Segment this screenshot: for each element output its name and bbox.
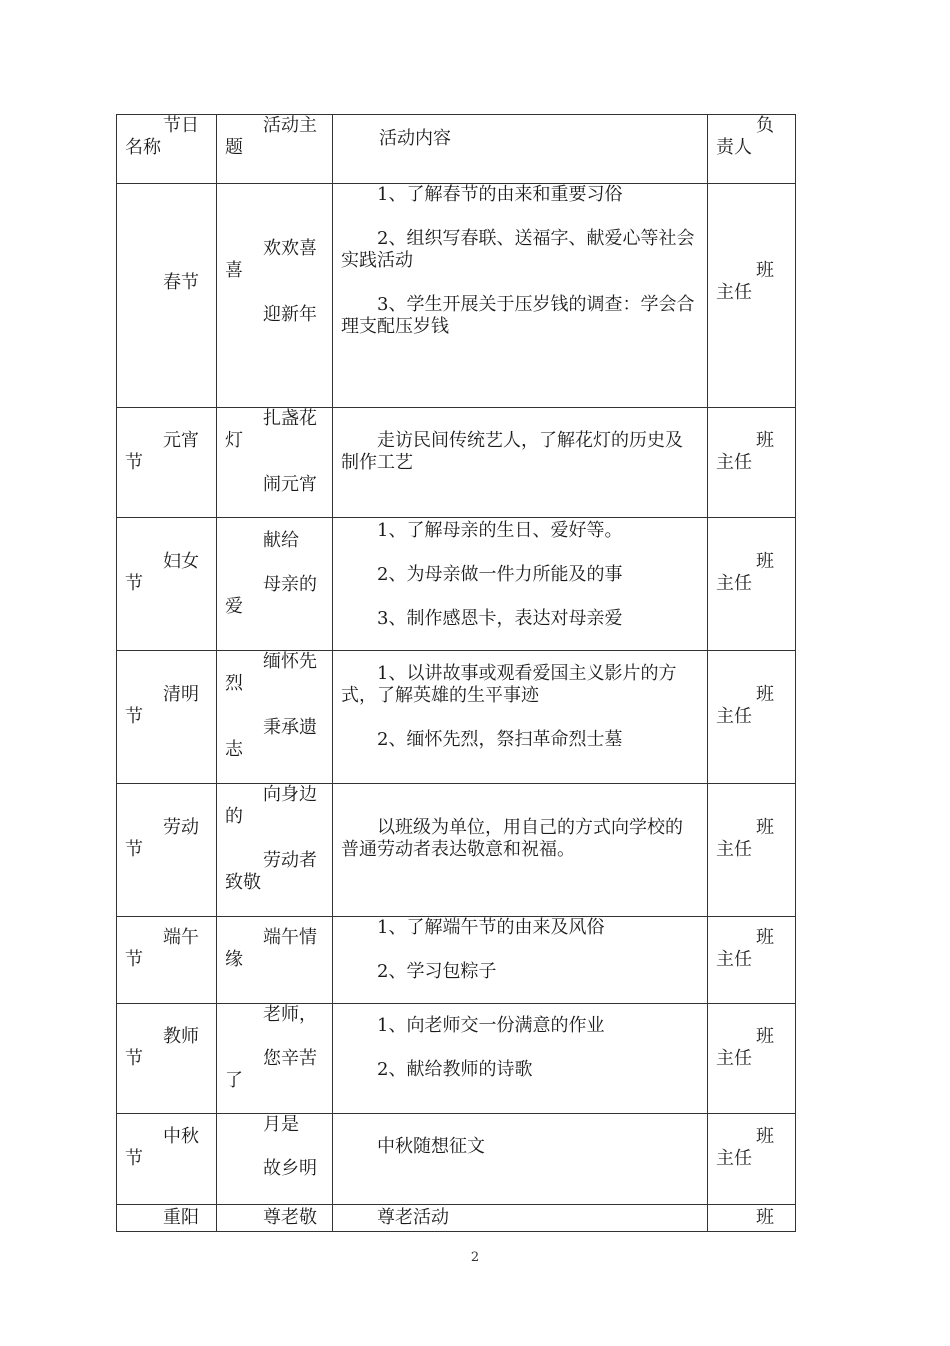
header-theme-line1: 活动主 <box>263 115 317 136</box>
table-row <box>117 651 796 784</box>
festival-name: 节 <box>125 706 143 727</box>
content-item: 2、为母亲做一件力所能及的事 <box>377 564 623 585</box>
content-cell <box>333 1114 708 1205</box>
owner-cell <box>708 784 796 917</box>
owner-line: 班 <box>756 430 774 451</box>
theme-line: 缅怀先 <box>263 651 317 672</box>
festival-name-cell <box>117 917 217 1004</box>
content-item: 2、献给教师的诗歌 <box>377 1059 533 1080</box>
theme-line: 故乡明 <box>263 1158 317 1179</box>
table-row <box>117 184 796 408</box>
table-row <box>117 1205 796 1232</box>
owner-line: 班 <box>756 817 774 838</box>
content-item: 1、了解春节的由来和重要习俗 <box>377 184 623 205</box>
content-item: 3、制作感恩卡，表达对母亲爱 <box>377 608 623 629</box>
festival-name-cell <box>117 408 217 518</box>
festival-name: 节 <box>125 1148 143 1169</box>
owner-line: 班 <box>756 260 774 281</box>
theme-line: 志 <box>225 739 243 760</box>
header-content-text: 活动内容 <box>379 128 451 149</box>
theme-line: 爱 <box>225 596 243 617</box>
table-row <box>117 408 796 518</box>
festival-name: 春节 <box>163 272 199 293</box>
owner-cell <box>708 408 796 518</box>
owner-line: 主任 <box>716 573 752 594</box>
content-item: 1、向老师交一份满意的作业 <box>377 1015 605 1036</box>
content-item: 走访民间传统艺人，了解花灯的历史及制作工艺 <box>341 430 683 473</box>
theme-line: 母亲的 <box>263 574 317 595</box>
header-theme-line2: 题 <box>225 137 243 158</box>
theme-cell <box>217 1004 333 1114</box>
festival-name: 教师 <box>163 1026 199 1047</box>
theme-cell <box>217 1205 333 1232</box>
theme-cell <box>217 408 333 518</box>
content-cell <box>333 184 708 408</box>
header-festival-name <box>117 115 217 184</box>
content-item: 1、以讲故事或观看爱国主义影片的方式，了解英雄的生平事迹 <box>341 663 677 706</box>
owner-cell <box>708 917 796 1004</box>
header-owner <box>708 115 796 184</box>
festival-name-cell <box>117 651 217 784</box>
theme-cell <box>217 1114 333 1205</box>
festival-name: 妇女 <box>163 551 199 572</box>
festival-name-cell <box>117 184 217 408</box>
owner-line: 主任 <box>716 1148 752 1169</box>
festival-name-cell <box>117 1004 217 1114</box>
festival-name: 清明 <box>163 684 199 705</box>
theme-line: 迎新年 <box>263 304 317 325</box>
owner-line: 班 <box>756 1126 774 1147</box>
header-name-line1: 节日 <box>163 115 199 136</box>
theme-line: 欢欢喜 <box>263 238 317 259</box>
content-item: 3、学生开展关于压岁钱的调查：学会合理支配压岁钱 <box>341 294 695 337</box>
owner-line: 主任 <box>716 282 752 303</box>
theme-line: 月是 <box>263 1114 299 1135</box>
theme-line: 烈 <box>225 673 243 694</box>
table-row <box>117 1004 796 1114</box>
theme-line: 劳动者 <box>263 850 317 871</box>
owner-line: 班 <box>756 551 774 572</box>
festival-name-cell <box>117 518 217 651</box>
content-item: 以班级为单位，用自己的方式向学校的普通劳动者表达敬意和祝福。 <box>341 817 683 860</box>
theme-cell <box>217 518 333 651</box>
owner-line: 班 <box>756 927 774 948</box>
content-item: 中秋随想征文 <box>377 1136 485 1157</box>
table-row <box>117 784 796 917</box>
festival-name: 中秋 <box>163 1126 199 1147</box>
owner-cell <box>708 1114 796 1205</box>
festival-name: 节 <box>125 949 143 970</box>
content-cell <box>333 518 708 651</box>
festival-name: 重阳 <box>163 1207 199 1228</box>
content-cell <box>333 784 708 917</box>
festival-name-cell <box>117 1114 217 1205</box>
festival-name: 节 <box>125 839 143 860</box>
owner-cell <box>708 184 796 408</box>
owner-line: 班 <box>756 1026 774 1047</box>
theme-line: 缘 <box>225 949 243 970</box>
page-number: 2 <box>470 1250 480 1265</box>
festival-name: 端午 <box>163 927 199 948</box>
owner-cell <box>708 1205 796 1232</box>
theme-line: 的 <box>225 806 243 827</box>
festival-name-cell <box>117 1205 217 1232</box>
theme-cell <box>217 917 333 1004</box>
content-item: 2、学习包粽子 <box>377 961 497 982</box>
content-cell <box>333 408 708 518</box>
content-item: 2、组织写春联、送福字、献爱心等社会实践活动 <box>341 228 695 271</box>
content-item: 尊老活动 <box>377 1207 449 1228</box>
content-cell <box>333 917 708 1004</box>
table-row <box>117 518 796 651</box>
theme-line: 闹元宵 <box>263 474 317 495</box>
content-cell <box>333 1004 708 1114</box>
festival-activity-table <box>116 114 796 1232</box>
theme-line: 尊老敬 <box>263 1207 317 1228</box>
owner-cell <box>708 651 796 784</box>
theme-line: 献给 <box>263 530 299 551</box>
theme-line: 喜 <box>225 260 243 281</box>
owner-line: 班 <box>756 1207 774 1228</box>
theme-line: 老师， <box>263 1004 317 1025</box>
owner-cell <box>708 518 796 651</box>
theme-cell <box>217 651 333 784</box>
table-row <box>117 917 796 1004</box>
festival-name-cell <box>117 784 217 917</box>
owner-line: 主任 <box>716 1048 752 1069</box>
festival-name: 节 <box>125 1048 143 1069</box>
theme-cell <box>217 784 333 917</box>
content-cell <box>333 1205 708 1232</box>
content-item: 2、缅怀先烈，祭扫革命烈士墓 <box>377 729 623 750</box>
theme-line: 致敬 <box>225 872 261 893</box>
festival-name: 节 <box>125 573 143 594</box>
owner-line: 主任 <box>716 452 752 473</box>
theme-line: 您辛苦 <box>263 1048 317 1069</box>
theme-line: 向身边 <box>263 784 317 805</box>
content-item: 1、了解母亲的生日、爱好等。 <box>377 520 623 541</box>
header-owner-line1: 负 <box>756 115 774 136</box>
owner-line: 班 <box>756 684 774 705</box>
content-cell <box>333 651 708 784</box>
header-theme <box>217 115 333 184</box>
theme-line: 扎盏花 <box>263 408 317 429</box>
table-header-row <box>117 115 796 184</box>
header-name-line2: 名称 <box>125 137 161 158</box>
festival-name: 劳动 <box>163 817 199 838</box>
theme-cell <box>217 184 333 408</box>
owner-line: 主任 <box>716 839 752 860</box>
theme-line: 了 <box>225 1070 243 1091</box>
theme-line: 秉承遗 <box>263 717 317 738</box>
theme-line: 灯 <box>225 430 243 451</box>
owner-line: 主任 <box>716 706 752 727</box>
theme-line: 端午情 <box>263 927 317 948</box>
header-content <box>333 115 708 184</box>
content-item: 1、了解端午节的由来及风俗 <box>377 917 605 938</box>
festival-name: 元宵 <box>163 430 199 451</box>
festival-name: 节 <box>125 452 143 473</box>
owner-cell <box>708 1004 796 1114</box>
header-owner-line2: 责人 <box>716 137 752 158</box>
table-row <box>117 1114 796 1205</box>
owner-line: 主任 <box>716 949 752 970</box>
